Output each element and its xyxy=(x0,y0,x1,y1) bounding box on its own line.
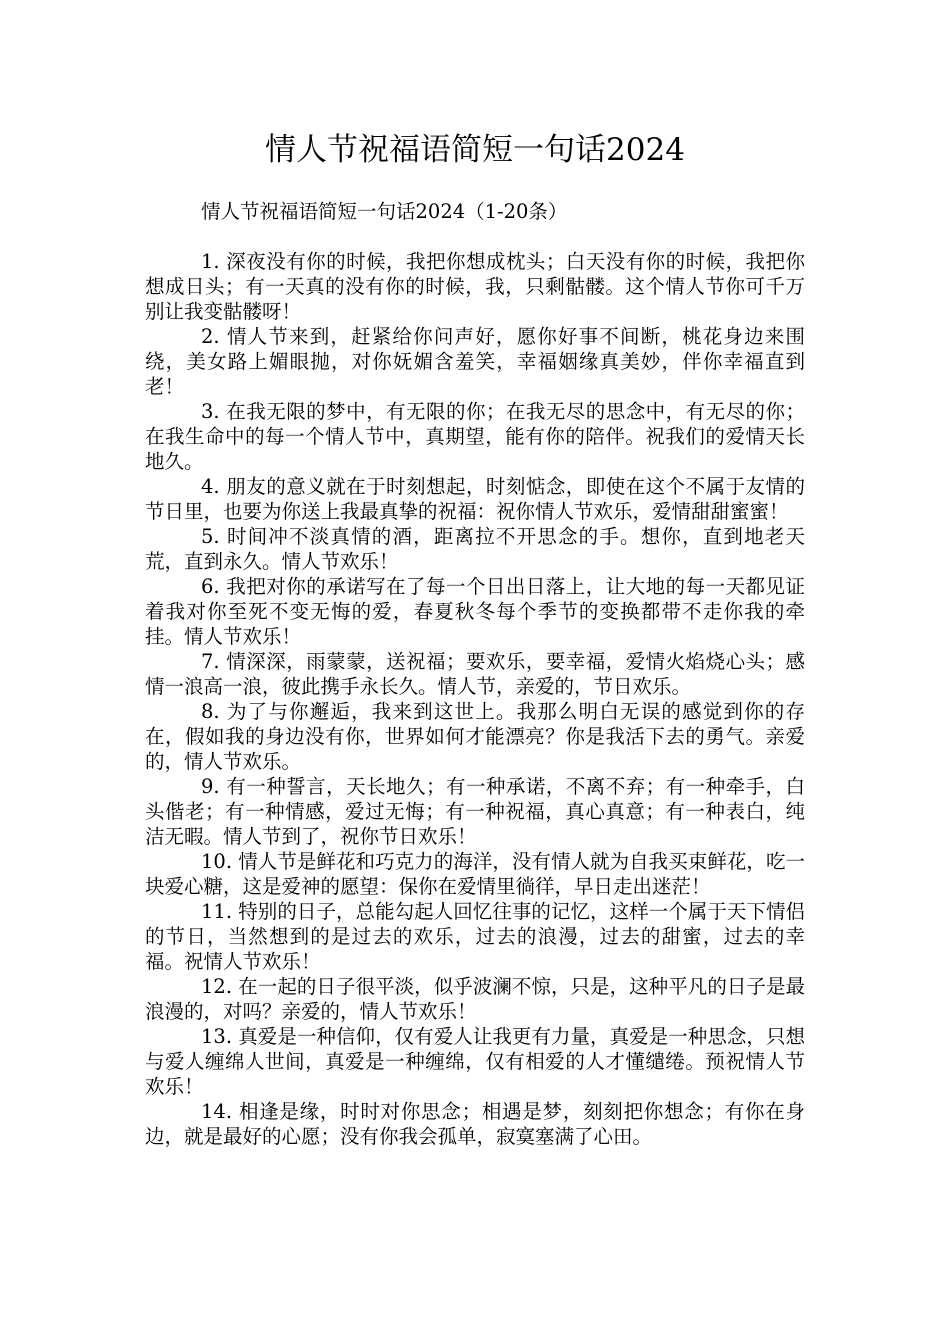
blessing-item-8: 8. 为了与你邂逅，我来到这世上。我那么明白无误的感觉到你的存在，假如我的身边没有你，世界如何才能漂亮？你是我活下去的勇气。亲爱的，情人节欢乐。 xyxy=(145,700,805,773)
blessing-item-13: 13. 真爱是一种信仰，仅有爱人让我更有力量，真爱是一种思念，只想与爱人缠绵人世间，真爱是一种缠绵，仅有相爱的人才懂缱绻。预祝情人节欢乐！ xyxy=(145,1025,805,1098)
blessing-item-10: 10. 情人节是鲜花和巧克力的海洋，没有情人就为自我买束鲜花，吃一块爱心糖，这是爱神的愿望：保你在爱情里徜徉，早日走出迷茫！ xyxy=(145,850,805,898)
blessing-item-11: 11. 特别的日子，总能勾起人回忆往事的记忆，这样一个属于天下情侣的节日，当然想到的是过去的欢乐，过去的浪漫，过去的甜蜜，过去的幸福。祝情人节欢乐！ xyxy=(145,900,805,973)
blessing-item-1: 1. 深夜没有你的时候，我把你想成枕头；白天没有你的时候，我把你想成日头；有一天真的没有你的时候，我，只剩骷髅。这个情人节你可千万别让我变骷髅呀！ xyxy=(145,250,805,323)
blessing-item-2: 2. 情人节来到，赶紧给你问声好，愿你好事不间断，桃花身边来围绕，美女路上媚眼抛，对你妩媚含羞笑，幸福姻缘真美妙，伴你幸福直到老！ xyxy=(145,325,805,398)
blessing-item-14: 14. 相逢是缘，时时对你思念；相遇是梦，刻刻把你想念；有你在身边，就是最好的心愿；没有你我会孤单，寂寞塞满了心田。 xyxy=(145,1100,805,1148)
blessing-item-5: 5. 时间冲不淡真情的酒，距离拉不开思念的手。想你，直到地老天荒，直到永久。情人节欢乐！ xyxy=(145,525,805,573)
blessing-item-4: 4. 朋友的意义就在于时刻想起，时刻惦念，即使在这个不属于友情的节日里，也要为你送上我最真挚的祝福：祝你情人节欢乐，爱情甜甜蜜蜜！ xyxy=(145,475,805,523)
document-subtitle: 情人节祝福语简短一句话2024（1-20条） xyxy=(201,200,568,223)
document-page xyxy=(145,0,805,1344)
blessing-item-3: 3. 在我无限的梦中，有无限的你；在我无尽的思念中，有无尽的你；在我生命中的每一个情人节中，真期望，能有你的陪伴。祝我们的爱情天长地久。 xyxy=(145,400,805,473)
blessing-item-6: 6. 我把对你的承诺写在了每一个日出日落上，让大地的每一天都见证着我对你至死不变无悔的爱，春夏秋冬每个季节的变换都带不走你我的牵挂。情人节欢乐！ xyxy=(145,575,805,648)
blessing-item-12: 12. 在一起的日子很平淡，似乎波澜不惊，只是，这种平凡的日子是最浪漫的，对吗？亲爱的，情人节欢乐！ xyxy=(145,975,805,1023)
document-title: 情人节祝福语简短一句话2024 xyxy=(265,132,685,168)
blessing-list xyxy=(145,249,805,1149)
blessing-item-7: 7. 情深深，雨蒙蒙，送祝福；要欢乐，要幸福，爱情火焰烧心头；感情一浪高一浪，彼此携手永长久。情人节，亲爱的，节日欢乐。 xyxy=(145,650,805,698)
blessing-item-9: 9. 有一种誓言，天长地久；有一种承诺，不离不弃；有一种牵手，白头偕老；有一种情感，爱过无悔；有一种祝福，真心真意；有一种表白，纯洁无暇。情人节到了，祝你节日欢乐！ xyxy=(145,775,805,848)
